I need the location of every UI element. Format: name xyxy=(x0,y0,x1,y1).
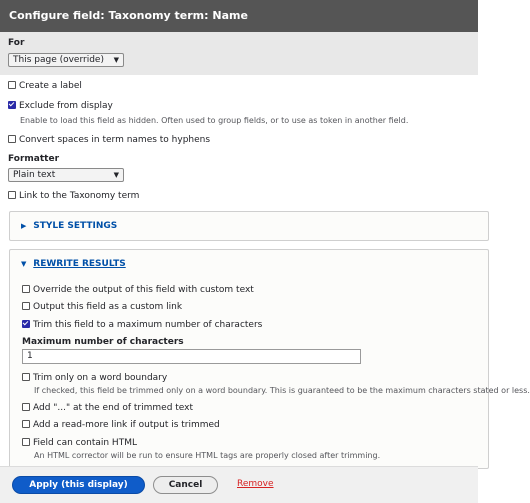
chevron-down-icon: ▼ xyxy=(113,56,119,64)
exclude-display-description: Enable to load this field as hidden. Often used to group fields, or to use as token in another field. xyxy=(20,116,409,125)
chevron-down-icon: ▼ xyxy=(21,260,27,268)
remove-link[interactable]: Remove xyxy=(237,479,274,489)
html-option[interactable] xyxy=(22,438,137,448)
style-settings-toggle[interactable] xyxy=(21,221,117,231)
max-chars-label: Maximum number of characters xyxy=(22,337,184,347)
ellipsis-option[interactable] xyxy=(22,403,193,413)
trim-text: Trim this field to a maximum number of characters xyxy=(33,320,263,330)
html-text: Field can contain HTML xyxy=(33,438,137,448)
dialog-title: Configure field: Taxonomy term: Name xyxy=(0,0,478,32)
custom-link-option[interactable] xyxy=(22,302,182,312)
html-checkbox[interactable] xyxy=(22,438,30,446)
link-term-option[interactable] xyxy=(8,191,139,201)
style-settings-label: STYLE SETTINGS xyxy=(33,221,118,231)
chevron-down-icon: ▼ xyxy=(113,171,119,179)
word-boundary-description: If checked, this field be trimmed only on a word boundary. This is guaranteed to be the maximum characters stated or less. xyxy=(34,386,530,395)
read-more-checkbox[interactable] xyxy=(22,420,30,428)
exclude-display-option[interactable] xyxy=(8,101,113,111)
read-more-text: Add a read-more link if output is trimmed xyxy=(33,420,220,430)
ellipsis-text: Add "..." at the end of trimmed text xyxy=(33,403,194,413)
override-checkbox[interactable] xyxy=(22,285,30,293)
dialog-footer xyxy=(0,466,478,503)
create-label-text: Create a label xyxy=(19,81,82,91)
trim-option[interactable] xyxy=(22,320,262,330)
override-option[interactable] xyxy=(22,285,254,295)
formatter-select-value: Plain text xyxy=(13,170,56,180)
html-description: An HTML corrector will be run to ensure HTML tags are properly closed after trimming. xyxy=(34,451,381,460)
exclude-display-checkbox[interactable] xyxy=(8,101,16,109)
word-boundary-option[interactable] xyxy=(22,373,167,383)
trim-checkbox[interactable] xyxy=(22,320,30,328)
convert-spaces-option[interactable] xyxy=(8,135,210,145)
create-label-option[interactable] xyxy=(8,81,82,91)
exclude-display-text: Exclude from display xyxy=(19,101,113,111)
formatter-label: Formatter xyxy=(8,154,60,164)
link-term-checkbox[interactable] xyxy=(8,191,16,199)
convert-spaces-checkbox[interactable] xyxy=(8,135,16,143)
rewrite-results-label: REWRITE RESULTS xyxy=(33,259,126,269)
chevron-right-icon: ▶ xyxy=(21,222,27,230)
ellipsis-checkbox[interactable] xyxy=(22,403,30,411)
custom-link-text: Output this field as a custom link xyxy=(33,302,183,312)
apply-button[interactable]: Apply (this display) xyxy=(12,476,145,494)
formatter-select[interactable] xyxy=(8,168,124,182)
max-chars-input[interactable] xyxy=(22,349,361,364)
rewrite-results-toggle[interactable] xyxy=(21,259,126,269)
for-select-value: This page (override) xyxy=(13,55,104,65)
custom-link-checkbox[interactable] xyxy=(22,302,30,310)
max-chars-value: 1 xyxy=(27,351,33,361)
style-settings-panel xyxy=(9,211,489,241)
convert-spaces-text: Convert spaces in term names to hyphens xyxy=(19,135,211,145)
word-boundary-text: Trim only on a word boundary xyxy=(33,373,168,383)
for-section xyxy=(0,32,478,75)
link-term-text: Link to the Taxonomy term xyxy=(19,191,140,201)
for-label: For xyxy=(8,38,25,48)
read-more-option[interactable] xyxy=(22,420,220,430)
create-label-checkbox[interactable] xyxy=(8,81,16,89)
override-text: Override the output of this field with custom text xyxy=(33,285,254,295)
word-boundary-checkbox[interactable] xyxy=(22,373,30,381)
for-select[interactable] xyxy=(8,53,124,67)
cancel-button[interactable]: Cancel xyxy=(153,476,218,494)
